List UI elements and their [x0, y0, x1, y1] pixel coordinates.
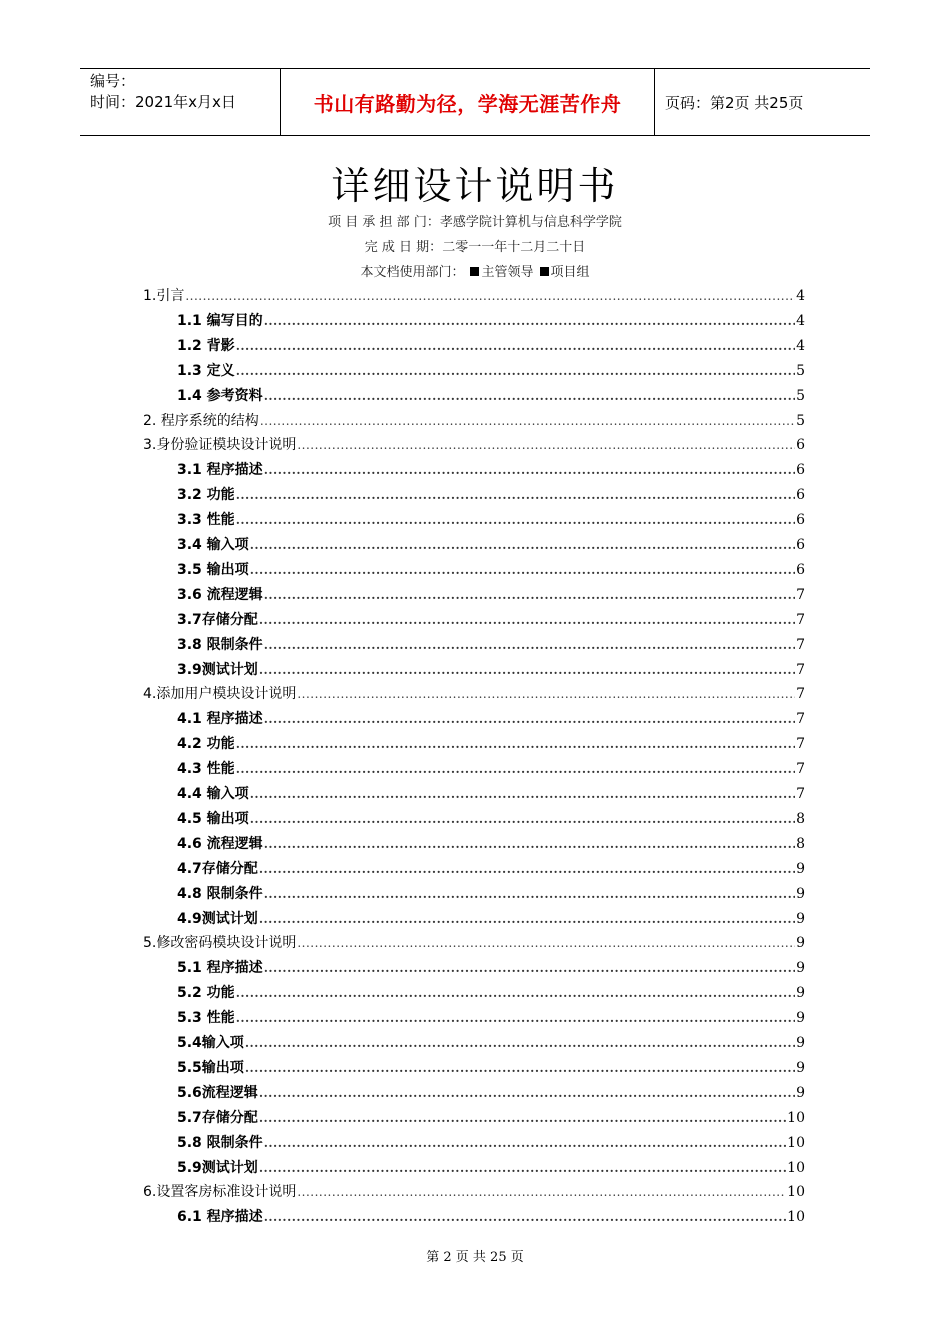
toc-entry-label: 4.4 输入项 — [177, 786, 249, 802]
toc-entry-label: 3.4 输入项 — [177, 537, 249, 553]
toc-entry-page: 6 — [796, 437, 805, 454]
toc-entry[interactable] — [177, 707, 805, 731]
toc-entry[interactable] — [177, 1056, 805, 1080]
toc-entry-label: 4.9测试计划 — [177, 910, 258, 927]
toc-entry[interactable] — [143, 284, 805, 308]
toc-entry[interactable] — [177, 583, 805, 607]
toc-dot-leader — [236, 483, 795, 507]
toc-entry-label: 1.引言 — [143, 288, 185, 304]
toc-entry[interactable] — [177, 1006, 805, 1030]
toc-dot-leader — [264, 832, 795, 856]
toc-entry-label: 4.添加用户模块设计说明 — [143, 686, 297, 703]
toc-entry-label: 3.5 输出项 — [177, 561, 249, 578]
toc-entry-page: 5 — [796, 362, 805, 379]
toc-entry[interactable] — [177, 334, 805, 358]
toc-entry-page: 6 — [796, 561, 805, 578]
toc-entry[interactable] — [177, 956, 805, 980]
toc-entry-label: 4.8 限制条件 — [177, 885, 263, 902]
toc-entry-label: 2. 程序系统的结构 — [143, 412, 259, 429]
meta-usage-2: 项目组 — [550, 265, 590, 280]
toc-entry-label: 1.2 背影 — [177, 337, 235, 354]
meta-department — [0, 211, 950, 230]
toc-entry[interactable] — [177, 309, 805, 333]
toc-dot-leader — [250, 533, 795, 557]
toc-entry-label: 5.1 程序描述 — [177, 960, 263, 977]
toc-entry-page: 7 — [796, 786, 805, 802]
toc-entry-label: 6.设置客房标准设计说明 — [143, 1184, 297, 1201]
toc-dot-leader — [297, 1180, 786, 1204]
toc-entry-page: 7 — [796, 736, 805, 753]
toc-entry-page: 7 — [796, 636, 805, 653]
toc-entry-label: 1.3 定义 — [177, 362, 235, 379]
toc-dot-leader — [236, 1006, 795, 1030]
toc-entry-page: 9 — [796, 1084, 805, 1101]
toc-entry-label: 5.2 功能 — [177, 985, 235, 1002]
toc-dot-leader — [297, 682, 795, 706]
toc-entry[interactable] — [177, 732, 805, 756]
header-date-line: 时间：2021年x月x日 — [90, 93, 236, 111]
toc-entry-page: 6 — [796, 537, 805, 553]
toc-entry-page: 9 — [796, 935, 805, 952]
header-left-cell — [80, 69, 281, 135]
filled-square-icon — [470, 267, 479, 276]
toc-entry[interactable] — [177, 1156, 805, 1180]
toc-entry[interactable] — [177, 1031, 805, 1055]
toc-entry-label: 5.修改密码模块设计说明 — [143, 935, 297, 952]
toc-dot-leader — [264, 633, 795, 657]
toc-dot-leader — [259, 1156, 786, 1180]
toc-entry-label: 3.8 限制条件 — [177, 636, 263, 653]
meta-completion-date — [0, 236, 950, 255]
toc-entry[interactable] — [177, 359, 805, 383]
toc-entry[interactable] — [177, 832, 805, 856]
toc-entry-label: 5.3 性能 — [177, 1010, 235, 1027]
toc-entry-page: 9 — [796, 885, 805, 902]
header-number-label: 编号： — [90, 72, 136, 90]
toc-dot-leader — [264, 1131, 786, 1155]
toc-entry-label: 5.6流程逻辑 — [177, 1084, 258, 1101]
toc-entry[interactable] — [177, 981, 805, 1005]
toc-entry-label: 3.2 功能 — [177, 487, 235, 504]
toc-entry[interactable] — [177, 533, 805, 557]
toc-dot-leader — [297, 433, 795, 457]
meta-date-value: 二零一一年十二月二十日 — [442, 240, 586, 255]
toc-entry-page: 9 — [796, 960, 805, 977]
toc-entry[interactable] — [143, 1180, 805, 1204]
toc-dot-leader — [264, 956, 795, 980]
toc-entry-page: 9 — [796, 910, 805, 927]
toc-entry-page: 4 — [796, 312, 805, 329]
toc-entry[interactable] — [143, 682, 805, 706]
toc-entry-label: 5.8 限制条件 — [177, 1134, 263, 1151]
toc-entry-page: 6 — [796, 487, 805, 504]
toc-entry-page: 8 — [796, 810, 805, 827]
toc-dot-leader — [259, 907, 795, 931]
toc-entry[interactable] — [177, 1081, 805, 1105]
toc-dot-leader — [259, 1081, 795, 1105]
toc-dot-leader — [264, 583, 795, 607]
toc-dot-leader — [264, 458, 795, 482]
toc-entry[interactable] — [177, 658, 805, 682]
toc-entry[interactable] — [143, 931, 805, 955]
toc-entry-label: 3.3 性能 — [177, 512, 235, 529]
toc-entry[interactable] — [177, 608, 805, 632]
toc-entry-label: 4.1 程序描述 — [177, 711, 263, 728]
toc-entry[interactable] — [177, 857, 805, 881]
filled-square-icon — [540, 267, 549, 276]
toc-entry[interactable] — [177, 384, 805, 408]
meta-date-label: 完 成 日 期： — [364, 240, 443, 255]
toc-entry-label: 4.7存储分配 — [177, 860, 258, 877]
toc-dot-leader — [236, 981, 795, 1005]
toc-dot-leader — [260, 409, 795, 433]
toc-entry-label: 1.1 编写目的 — [177, 312, 263, 329]
toc-dot-leader — [185, 284, 795, 308]
page-header-table — [80, 68, 870, 136]
toc-entry-page: 4 — [796, 337, 805, 354]
toc-dot-leader — [264, 309, 795, 333]
toc-entry-label: 4.3 性能 — [177, 761, 235, 778]
toc-entry-page: 8 — [796, 835, 805, 852]
toc-entry-page: 7 — [796, 586, 805, 603]
toc-entry-page: 9 — [796, 860, 805, 877]
toc-entry[interactable] — [177, 907, 805, 931]
meta-department-label: 项 目 承 担 部 门： — [328, 215, 440, 230]
toc-entry-page: 9 — [796, 1035, 805, 1051]
toc-entry[interactable] — [177, 1205, 805, 1229]
toc-dot-leader — [259, 608, 795, 632]
toc-entry-page: 4 — [796, 288, 805, 304]
toc-entry-label: 3.6 流程逻辑 — [177, 586, 263, 603]
header-page-info: 页码：第2页 共25页 — [665, 93, 804, 112]
toc-entry-page: 7 — [796, 761, 805, 778]
toc-entry[interactable] — [143, 409, 805, 433]
toc-entry-label: 1.4 参考资料 — [177, 387, 263, 404]
toc-dot-leader — [264, 882, 795, 906]
toc-entry-page: 10 — [787, 1184, 805, 1201]
page-footer: 第 2 页 共 25 页 — [426, 1250, 524, 1265]
toc-entry-label: 3.7存储分配 — [177, 611, 258, 628]
toc-dot-leader — [297, 931, 795, 955]
toc-entry-page: 10 — [787, 1159, 805, 1176]
toc-entry-page: 6 — [796, 462, 805, 479]
toc-entry-label: 4.2 功能 — [177, 736, 235, 753]
toc-dot-leader — [236, 732, 795, 756]
toc-entry[interactable] — [177, 882, 805, 906]
toc-entry[interactable] — [177, 483, 805, 507]
document-title: 详细设计说明书 — [331, 164, 619, 208]
toc-dot-leader — [259, 1106, 786, 1130]
toc-entry[interactable] — [177, 1106, 805, 1130]
toc-entry[interactable] — [177, 458, 805, 482]
toc-entry-label: 6.1 程序描述 — [177, 1209, 263, 1226]
meta-usage-departments — [0, 261, 950, 280]
toc-entry-page: 9 — [796, 985, 805, 1002]
toc-dot-leader — [259, 658, 795, 682]
toc-entry-label: 5.9测试计划 — [177, 1159, 258, 1176]
toc-dot-leader — [250, 782, 795, 806]
toc-entry-label: 4.6 流程逻辑 — [177, 835, 263, 852]
toc-entry-page: 6 — [796, 512, 805, 529]
toc-entry-label: 3.1 程序描述 — [177, 462, 263, 479]
meta-usage-label: 本文档使用部门： — [360, 265, 465, 280]
toc-dot-leader — [245, 1056, 795, 1080]
toc-entry-page: 9 — [796, 1010, 805, 1027]
toc-dot-leader — [236, 334, 795, 358]
toc-entry[interactable] — [177, 782, 805, 806]
toc-entry-page: 7 — [796, 686, 805, 703]
toc-entry-page: 5 — [796, 387, 805, 404]
toc-entry[interactable] — [177, 807, 805, 831]
toc-entry-label: 3.身份验证模块设计说明 — [143, 437, 297, 454]
toc-entry-label: 4.5 输出项 — [177, 810, 249, 827]
toc-dot-leader — [264, 707, 795, 731]
toc-dot-leader — [259, 857, 795, 881]
toc-entry[interactable] — [177, 558, 805, 582]
meta-department-value: 孝感学院计算机与信息科学学院 — [439, 215, 622, 230]
header-motto: 书山有路勤为径，学海无涯苦作舟 — [281, 69, 655, 135]
toc-entry-page: 7 — [796, 611, 805, 628]
toc-entry[interactable] — [177, 757, 805, 781]
toc-entry-label: 5.7存储分配 — [177, 1109, 258, 1126]
toc-dot-leader — [264, 1205, 786, 1229]
toc-dot-leader — [245, 1031, 795, 1055]
toc-entry-label: 3.9测试计划 — [177, 661, 258, 678]
toc-dot-leader — [236, 508, 795, 532]
toc-entry[interactable] — [177, 1131, 805, 1155]
toc-dot-leader — [236, 359, 795, 383]
toc-dot-leader — [236, 757, 795, 781]
toc-entry-page: 7 — [796, 711, 805, 728]
toc-entry-page: 10 — [787, 1209, 805, 1226]
toc-dot-leader — [264, 384, 795, 408]
toc-entry-page: 10 — [787, 1134, 805, 1151]
toc-entry-page: 10 — [787, 1109, 805, 1126]
toc-entry-page: 7 — [796, 661, 805, 678]
toc-entry[interactable] — [177, 633, 805, 657]
meta-usage-1: 主管领导 — [481, 265, 534, 280]
toc-entry[interactable] — [177, 508, 805, 532]
toc-entry-label: 5.5输出项 — [177, 1059, 244, 1076]
toc-entry[interactable] — [143, 433, 805, 457]
toc-entry-label: 5.4输入项 — [177, 1035, 244, 1051]
toc-entry-page: 9 — [796, 1059, 805, 1076]
toc-entry-page: 5 — [796, 412, 805, 429]
toc-dot-leader — [250, 807, 795, 831]
toc-dot-leader — [250, 558, 795, 582]
